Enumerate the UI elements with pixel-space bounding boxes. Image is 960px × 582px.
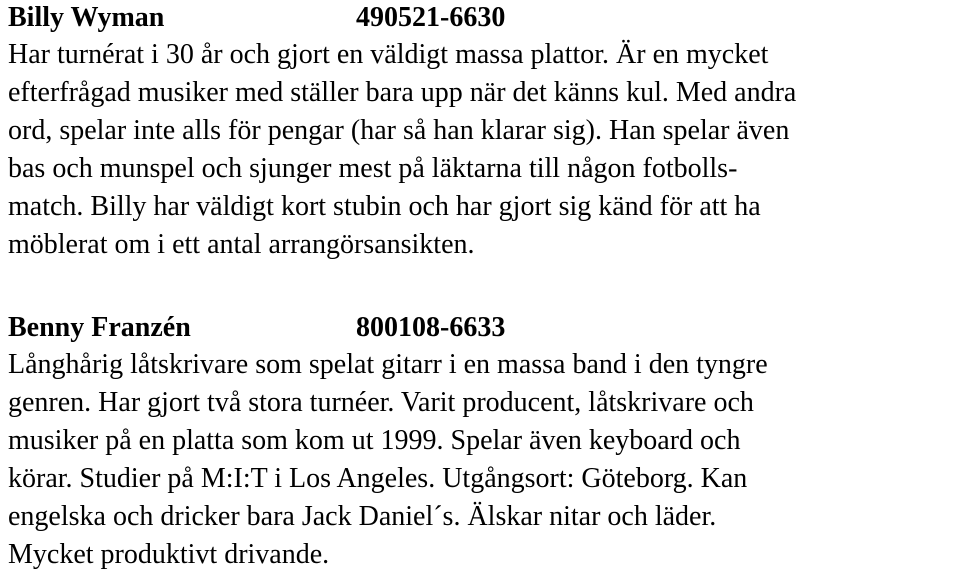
description-line: engelska och dricker bara Jack Daniel´s. Älskar nitar och läder. xyxy=(8,501,717,532)
musician-description xyxy=(8,346,952,574)
entry-header xyxy=(8,310,952,346)
musician-description xyxy=(8,36,952,264)
description-line: möblerat om i ett antal arrangörsansikten. xyxy=(8,229,475,260)
entry-header xyxy=(8,0,952,36)
description-line: bas och munspel och sjunger mest på läktarna till någon fotbolls- xyxy=(8,153,738,184)
description-line: genren. Har gjort två stora turnéer. Varit producent, låtskrivare och xyxy=(8,387,754,418)
description-line: musiker på en platta som kom ut 1999. Spelar även keyboard och xyxy=(8,425,741,456)
description-line: match. Billy har väldigt kort stubin och har gjort sig känd för att ha xyxy=(8,191,761,222)
description-line: ord, spelar inte alls för pengar (har så han klarar sig). Han spelar även xyxy=(8,115,790,146)
personal-id-number: 800108-6633 xyxy=(356,312,506,343)
description-line: körar. Studier på M:I:T i Los Angeles. Utgångsort: Göteborg. Kan xyxy=(8,463,748,494)
musician-entry-benny-franzen xyxy=(8,310,952,574)
musician-name: Benny Franzén xyxy=(8,312,191,343)
description-line: efterfrågad musiker med ställer bara upp när det känns kul. Med andra xyxy=(8,77,797,108)
description-line: Har turnérat i 30 år och gjort en väldigt massa plattor. Är en mycket xyxy=(8,39,769,70)
personal-id-number: 490521-6630 xyxy=(356,2,506,33)
description-line: Mycket produktivt drivande. xyxy=(8,539,330,570)
description-line: Långhårig låtskrivare som spelat gitarr i en massa band i den tyngre xyxy=(8,349,768,380)
musician-entry-billy-wyman xyxy=(8,0,952,264)
document-page xyxy=(8,0,952,570)
musician-name: Billy Wyman xyxy=(8,2,165,33)
